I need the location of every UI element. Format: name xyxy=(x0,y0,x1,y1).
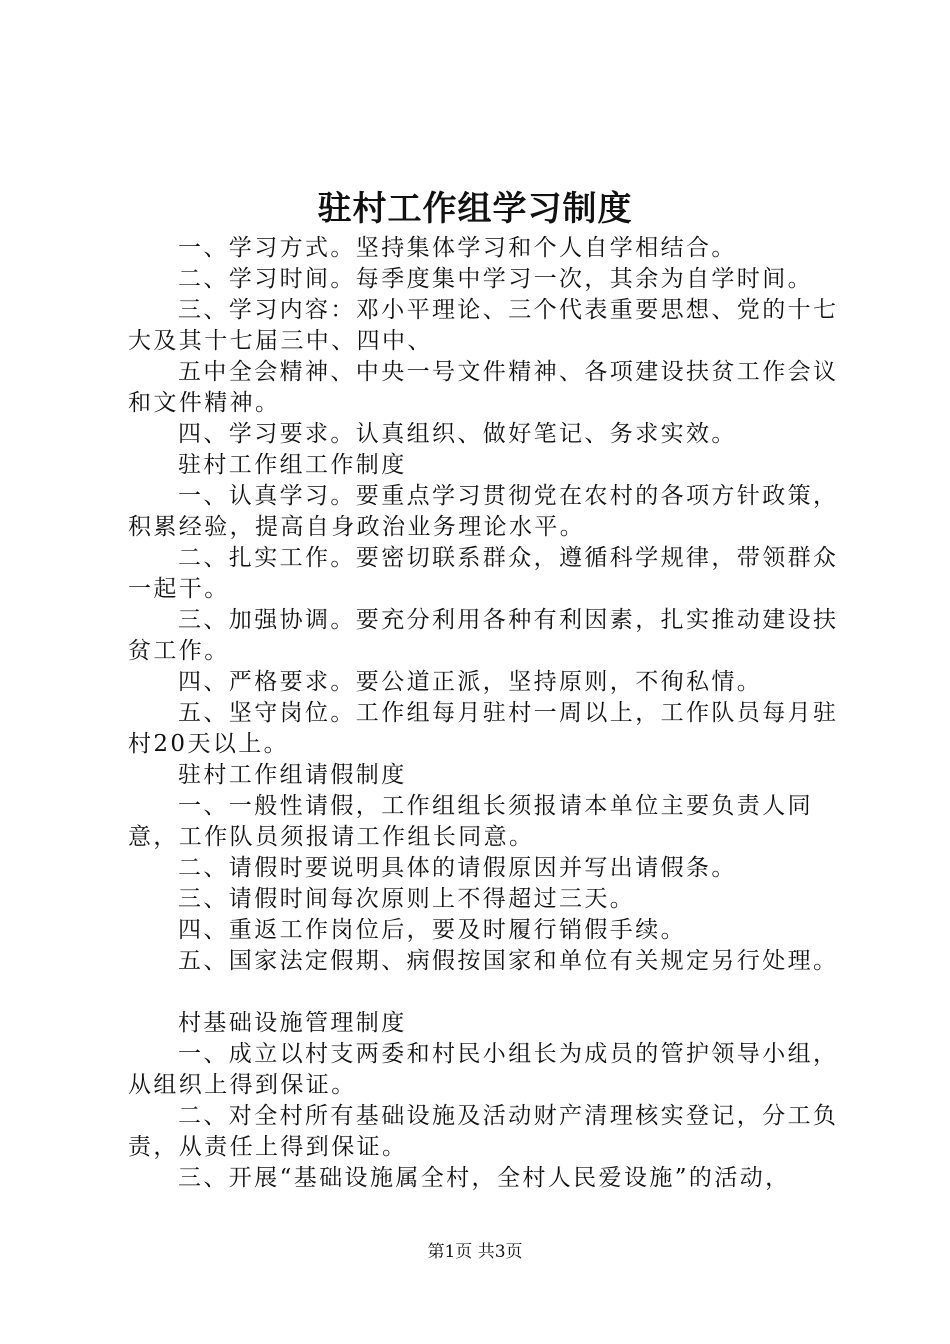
paragraph: 三、加强协调。要充分利用各种有利因素，扎实推动建设扶贫工作。 xyxy=(128,607,839,664)
section-heading: 驻村工作组工作制度 xyxy=(178,452,407,478)
paragraph: 一、学习方式。坚持集体学习和个人自学相结合。 xyxy=(178,235,737,261)
paragraph: 五中全会精神、中央一号文件精神、各项建设扶贫工作会议和文件精神。 xyxy=(128,359,839,416)
paragraph: 一、成立以村支两委和村民小组长为成员的管护领导小组，从组织上得到保证。 xyxy=(128,1041,839,1098)
paragraph: 二、扎实工作。要密切联系群众，遵循科学规律，带领群众一起干。 xyxy=(128,545,839,602)
paragraph: 五、坚守岗位。工作组每月驻村一周以上，工作队员每月驻村20天以上。 xyxy=(128,700,839,757)
paragraph: 三、学习内容：邓小平理论、三个代表重要思想、党的十七大及其十七届三中、四中、 xyxy=(128,297,839,354)
paragraph: 三、请假时间每次原则上不得超过三天。 xyxy=(178,886,636,912)
paragraph: 二、对全村所有基础设施及活动财产清理核实登记，分工负责，从责任上得到保证。 xyxy=(128,1103,839,1160)
paragraph: 二、学习时间。每季度集中学习一次，其余为自学时间。 xyxy=(178,266,813,292)
paragraph: 一、认真学习。要重点学习贯彻党在农村的各项方针政策，积累经验，提高自身政治业务理论水平。 xyxy=(128,483,839,540)
paragraph: 四、学习要求。认真组织、做好笔记、务求实效。 xyxy=(178,421,737,447)
paragraph: 四、重返工作岗位后，要及时履行销假手续。 xyxy=(178,917,686,943)
paragraph: 四、严格要求。要公道正派，坚持原则，不徇私情。 xyxy=(178,669,763,695)
section-heading: 村基础设施管理制度 xyxy=(178,1010,407,1036)
section-heading: 驻村工作组请假制度 xyxy=(178,762,407,788)
document-body xyxy=(128,233,850,1194)
paragraph: 五、国家法定假期、病假按国家和单位有关规定另行处理。 xyxy=(178,948,839,974)
paragraph: 一、一般性请假，工作组组长须报请本单位主要负责人同意，工作队员须报请工作组长同意。 xyxy=(128,793,813,850)
paragraph: 二、请假时要说明具体的请假原因并写出请假条。 xyxy=(178,855,737,881)
page-footer: 第1页 共3页 xyxy=(427,1242,523,1262)
blank-line xyxy=(128,977,850,1008)
paragraph: 三、开展“基础设施属全村，全村人民爱设施”的活动， xyxy=(178,1165,791,1191)
document-title: 驻村工作组学习制度 xyxy=(317,189,633,229)
